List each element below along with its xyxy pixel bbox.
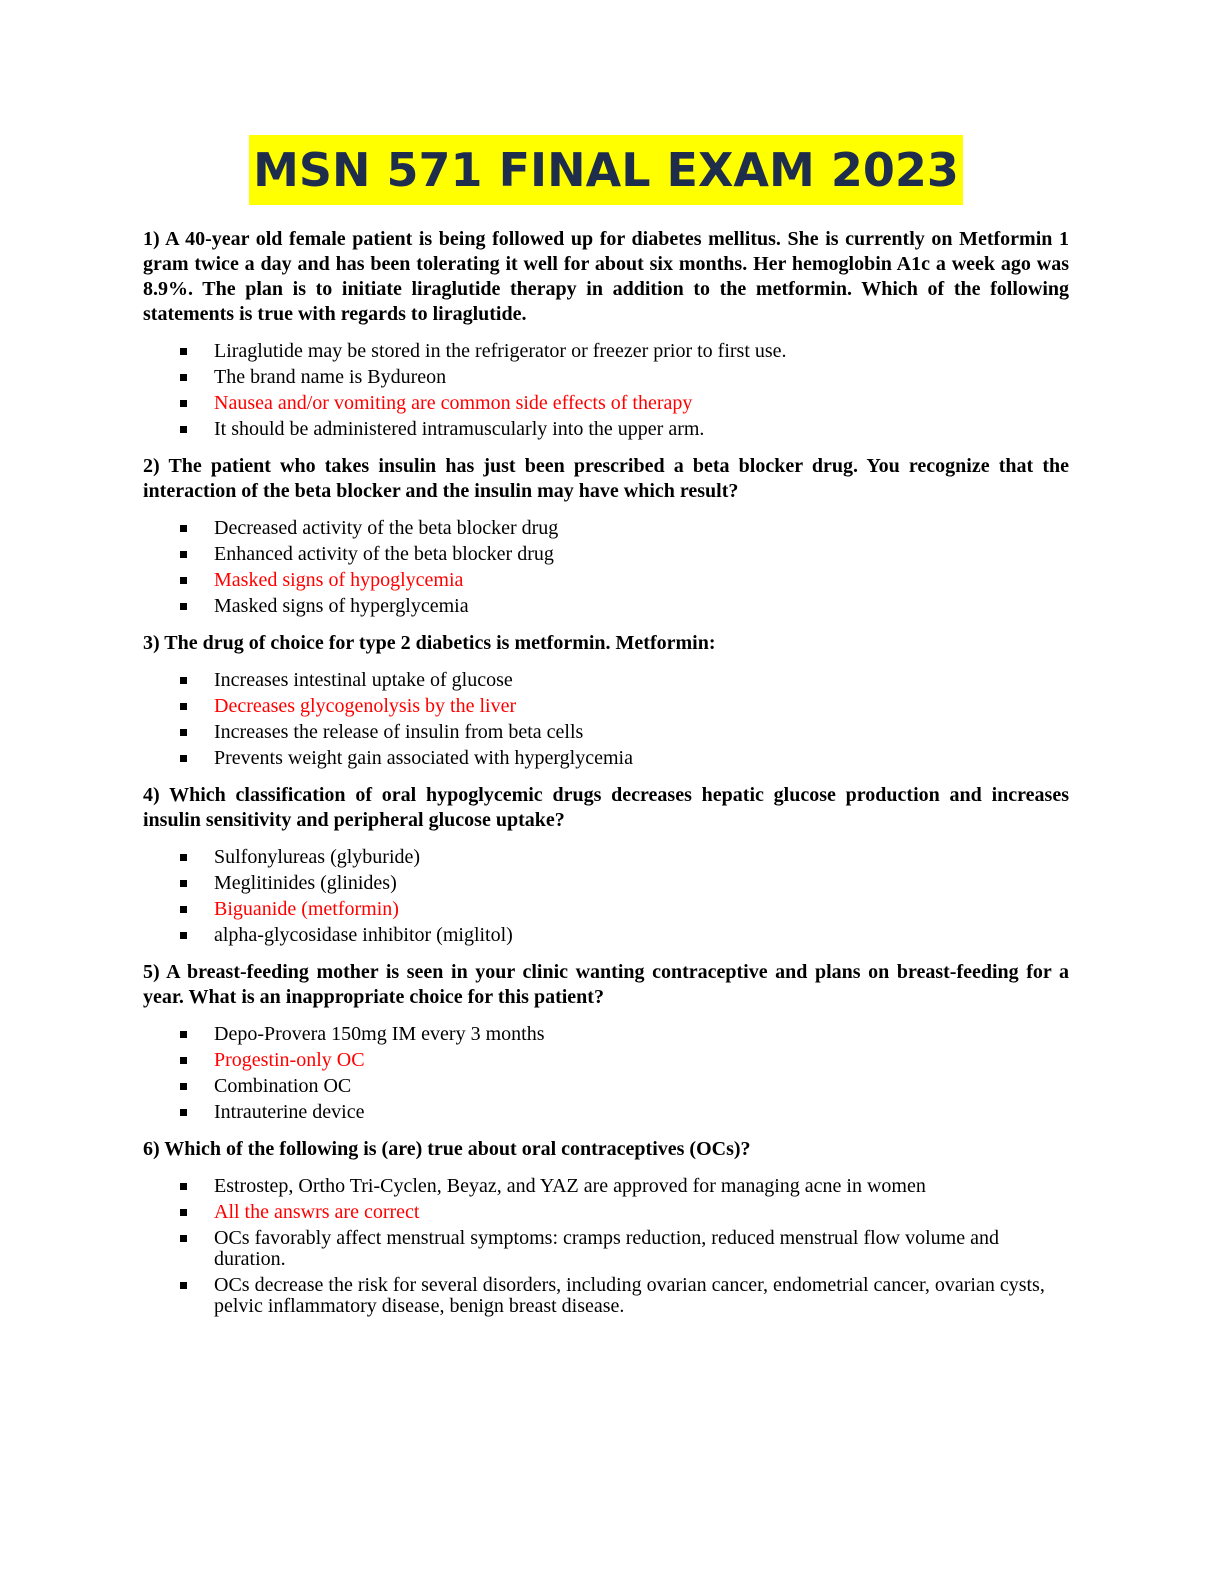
answer-option xyxy=(143,367,1069,388)
question-6 xyxy=(143,1137,1069,1317)
square-bullet-icon xyxy=(180,551,187,558)
answer-option xyxy=(143,544,1069,565)
answer-option xyxy=(143,847,1069,868)
answer-option xyxy=(143,748,1069,769)
answer-option xyxy=(143,596,1069,617)
question-text: 5) A breast-feeding mother is seen in your clinic wanting contraceptive and plans on breast-feeding for a year. What is an inappropriate choice for this patient? xyxy=(143,961,1069,1008)
answer-option-text: All the answrs are correct xyxy=(214,1201,420,1223)
answer-option-text: Liraglutide may be stored in the refrigerator or freezer prior to first use. xyxy=(214,340,787,362)
answer-option xyxy=(143,670,1069,691)
square-bullet-icon xyxy=(180,1235,187,1242)
answer-option xyxy=(143,1102,1069,1123)
exam-page xyxy=(143,135,1069,1331)
answer-option-text: Meglitinides (glinides) xyxy=(214,872,397,894)
answer-option-text: Progestin-only OC xyxy=(214,1049,365,1071)
answer-option-correct xyxy=(143,393,1069,414)
square-bullet-icon xyxy=(180,1083,187,1090)
question-3 xyxy=(143,631,1069,769)
answer-option xyxy=(143,1024,1069,1045)
answer-option-text: alpha-glycosidase inhibitor (miglitol) xyxy=(214,924,513,946)
answer-option-text: Masked signs of hyperglycemia xyxy=(214,595,469,617)
answer-option-text: OCs favorably affect menstrual symptoms: cramps reduction, reduced menstrual flow volume and duration. xyxy=(214,1227,999,1270)
answer-option-correct xyxy=(143,696,1069,717)
answer-option-correct xyxy=(143,1050,1069,1071)
answer-option-text: Prevents weight gain associated with hyperglycemia xyxy=(214,747,633,769)
answer-options xyxy=(143,670,1069,769)
square-bullet-icon xyxy=(180,1209,187,1216)
square-bullet-icon xyxy=(180,880,187,887)
answer-option-text: Decreases glycogenolysis by the liver xyxy=(214,695,517,717)
question-list xyxy=(143,227,1069,1317)
answer-option-text: The brand name is Bydureon xyxy=(214,366,447,388)
answer-options xyxy=(143,1024,1069,1123)
square-bullet-icon xyxy=(180,577,187,584)
answer-option-text: It should be administered intramuscularly into the upper arm. xyxy=(214,418,705,440)
answer-option-text: Sulfonylureas (glyburide) xyxy=(214,846,421,868)
answer-option-correct xyxy=(143,570,1069,591)
square-bullet-icon xyxy=(180,1057,187,1064)
answer-option xyxy=(143,1228,1069,1270)
square-bullet-icon xyxy=(180,374,187,381)
answer-option xyxy=(143,1176,1069,1197)
question-2 xyxy=(143,454,1069,617)
square-bullet-icon xyxy=(180,1282,187,1289)
square-bullet-icon xyxy=(180,906,187,913)
square-bullet-icon xyxy=(180,426,187,433)
answer-option xyxy=(143,518,1069,539)
answer-option xyxy=(143,341,1069,362)
answer-option xyxy=(143,1076,1069,1097)
question-text: 1) A 40-year old female patient is being followed up for diabetes mellitus. She is currently on Metformin 1 gram twice a day and has been tolerating it well for about six months. Her hemoglobin A1c a week ago was 8.9%. The plan is to initiate liraglutide therapy in addition to the metformin. Which of the following statements is true with regards to liraglutide. xyxy=(143,228,1069,325)
answer-option-text: Increases the release of insulin from beta cells xyxy=(214,721,584,743)
question-text: 4) Which classification of oral hypoglycemic drugs decreases hepatic glucose production and increases insulin sensitivity and peripheral glucose uptake? xyxy=(143,784,1069,831)
answer-options xyxy=(143,341,1069,440)
square-bullet-icon xyxy=(180,400,187,407)
square-bullet-icon xyxy=(180,854,187,861)
answer-option-text: Combination OC xyxy=(214,1075,352,1097)
answer-option xyxy=(143,925,1069,946)
square-bullet-icon xyxy=(180,603,187,610)
answer-option-text: Biguanide (metformin) xyxy=(214,898,399,920)
square-bullet-icon xyxy=(180,1109,187,1116)
answer-option-correct xyxy=(143,1202,1069,1223)
square-bullet-icon xyxy=(180,703,187,710)
answer-option-text: Masked signs of hypoglycemia xyxy=(214,569,464,591)
square-bullet-icon xyxy=(180,348,187,355)
answer-options xyxy=(143,518,1069,617)
answer-option xyxy=(143,1275,1069,1317)
square-bullet-icon xyxy=(180,525,187,532)
answer-options xyxy=(143,847,1069,946)
question-1 xyxy=(143,227,1069,440)
answer-option xyxy=(143,419,1069,440)
answer-option-text: Intrauterine device xyxy=(214,1101,365,1123)
question-4 xyxy=(143,783,1069,946)
square-bullet-icon xyxy=(180,755,187,762)
answer-option-text: OCs decrease the risk for several disorders, including ovarian cancer, endometrial cancer, ovarian cysts, pelvic inflammatory disease, benign breast disease. xyxy=(214,1274,1045,1317)
answer-option xyxy=(143,873,1069,894)
page-title: MSN 571 FINAL EXAM 2023 xyxy=(249,135,963,205)
answer-option-text: Nausea and/or vomiting are common side effects of therapy xyxy=(214,392,693,414)
question-5 xyxy=(143,960,1069,1123)
square-bullet-icon xyxy=(180,932,187,939)
question-text: 3) The drug of choice for type 2 diabetics is metformin. Metformin: xyxy=(143,632,716,654)
square-bullet-icon xyxy=(180,1183,187,1190)
answer-option xyxy=(143,722,1069,743)
question-text: 6) Which of the following is (are) true about oral contraceptives (OCs)? xyxy=(143,1138,751,1160)
title-wrap xyxy=(143,135,1069,205)
answer-option-text: Decreased activity of the beta blocker drug xyxy=(214,517,559,539)
answer-option-correct xyxy=(143,899,1069,920)
answer-option-text: Increases intestinal uptake of glucose xyxy=(214,669,513,691)
square-bullet-icon xyxy=(180,729,187,736)
square-bullet-icon xyxy=(180,677,187,684)
answer-option-text: Estrostep, Ortho Tri-Cyclen, Beyaz, and YAZ are approved for managing acne in women xyxy=(214,1175,926,1197)
answer-options xyxy=(143,1176,1069,1317)
answer-option-text: Depo-Provera 150mg IM every 3 months xyxy=(214,1023,545,1045)
answer-option-text: Enhanced activity of the beta blocker drug xyxy=(214,543,554,565)
square-bullet-icon xyxy=(180,1031,187,1038)
question-text: 2) The patient who takes insulin has just been prescribed a beta blocker drug. You recognize that the interaction of the beta blocker and the insulin may have which result? xyxy=(143,455,1069,502)
